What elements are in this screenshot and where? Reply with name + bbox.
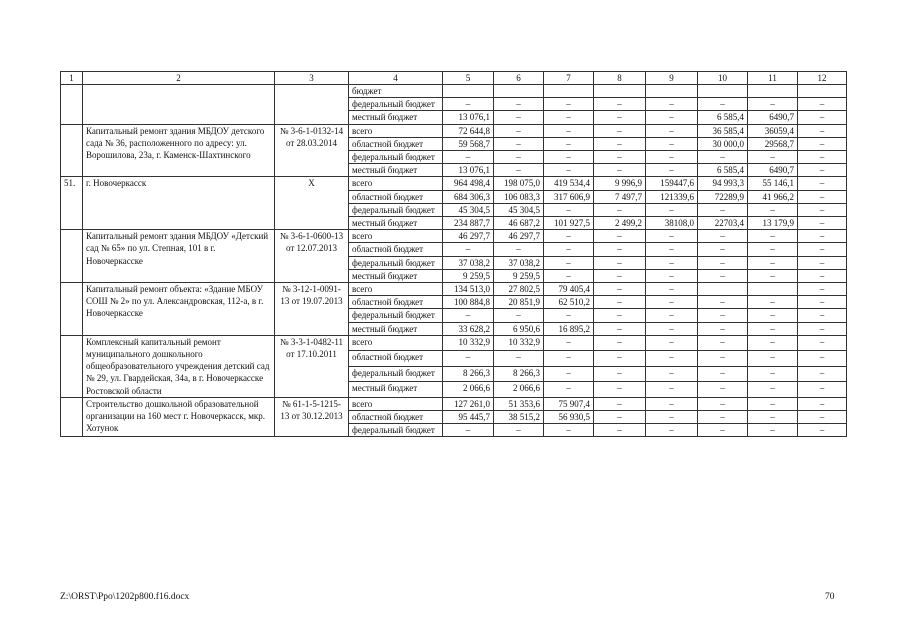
amount-cell: – (748, 322, 798, 335)
amount-cell: 75 907,4 (544, 397, 594, 410)
funding-source-cell: областной бюджет (349, 411, 443, 424)
amount-cell: – (646, 111, 698, 124)
amount-cell: – (594, 309, 646, 322)
amount-cell: – (544, 111, 594, 124)
amount-cell: 72289,9 (698, 190, 748, 203)
amount-cell (698, 85, 748, 98)
amount-cell: – (798, 269, 847, 282)
amount-cell: – (646, 411, 698, 424)
amount-cell: – (646, 203, 698, 216)
amount-cell: 59 568,7 (443, 137, 494, 150)
amount-cell: 6490,7 (748, 111, 798, 124)
funding-source-cell: федеральный бюджет (349, 203, 443, 216)
amount-cell: 317 606,9 (544, 190, 594, 203)
funding-source-cell: всего (349, 283, 443, 296)
amount-cell: 100 884,8 (443, 296, 494, 309)
amount-cell: 8 266,3 (443, 366, 494, 382)
amount-cell: – (594, 137, 646, 150)
amount-cell: – (646, 309, 698, 322)
amount-cell: – (798, 98, 847, 111)
amount-cell: – (798, 164, 847, 177)
amount-cell: – (748, 98, 798, 111)
funding-source-cell: областной бюджет (349, 190, 443, 203)
amount-cell: – (594, 322, 646, 335)
amount-cell: 94 993,3 (698, 177, 748, 190)
amount-cell: – (544, 98, 594, 111)
amount-cell: – (646, 256, 698, 269)
amount-cell: – (646, 351, 698, 367)
amount-cell: – (494, 151, 544, 164)
amount-cell: – (646, 269, 698, 282)
amount-cell: – (646, 98, 698, 111)
amount-cell: 13 076,1 (443, 111, 494, 124)
amount-cell: 2 499,2 (594, 217, 646, 230)
amount-cell (544, 85, 594, 98)
amount-cell: – (748, 411, 798, 424)
column-header-10: 10 (698, 72, 748, 85)
object-name-cell (83, 85, 275, 125)
amount-cell: – (646, 322, 698, 335)
amount-cell: 46 687,2 (494, 217, 544, 230)
amount-cell: 2 066,6 (443, 382, 494, 398)
amount-cell: – (544, 243, 594, 256)
amount-cell: – (594, 366, 646, 382)
funding-source-cell: федеральный бюджет (349, 309, 443, 322)
amount-cell: – (798, 230, 847, 243)
amount-cell: 38 515,2 (494, 411, 544, 424)
amount-cell: – (646, 397, 698, 410)
amount-cell: – (646, 382, 698, 398)
amount-cell: – (748, 269, 798, 282)
amount-cell: – (544, 124, 594, 137)
amount-cell: 36059,4 (748, 124, 798, 137)
amount-cell: – (443, 309, 494, 322)
amount-cell: – (494, 124, 544, 137)
amount-cell: 684 306,3 (443, 190, 494, 203)
amount-cell: – (544, 335, 594, 351)
amount-cell: 234 887,7 (443, 217, 494, 230)
funding-source-cell: всего (349, 230, 443, 243)
amount-cell: 41 966,2 (748, 190, 798, 203)
amount-cell: – (544, 269, 594, 282)
amount-cell: 10 332,9 (494, 335, 544, 351)
amount-cell: – (748, 203, 798, 216)
amount-cell: 6 585,4 (698, 111, 748, 124)
table-row (61, 85, 847, 98)
amount-cell: – (594, 424, 646, 437)
amount-cell: – (594, 351, 646, 367)
amount-cell: – (798, 397, 847, 410)
amount-cell: 56 930,5 (544, 411, 594, 424)
document-cell: № 3-12-1-0091-13 от 19.07.2013 (275, 283, 349, 336)
amount-cell: – (748, 351, 798, 367)
amount-cell: – (494, 98, 544, 111)
amount-cell: – (594, 296, 646, 309)
amount-cell: 9 259,5 (443, 269, 494, 282)
amount-cell: – (443, 151, 494, 164)
table-row (61, 335, 847, 351)
amount-cell: – (798, 137, 847, 150)
amount-cell: – (798, 283, 847, 296)
amount-cell: – (443, 243, 494, 256)
amount-cell: 6490,7 (748, 164, 798, 177)
amount-cell: – (698, 269, 748, 282)
amount-cell: – (594, 203, 646, 216)
document-cell (275, 85, 349, 125)
amount-cell: – (646, 283, 698, 296)
amount-cell: – (748, 230, 798, 243)
amount-cell: 134 513,0 (443, 283, 494, 296)
amount-cell: – (798, 382, 847, 398)
document-cell: № 3-6-1-0600-13 от 12.07.2013 (275, 230, 349, 283)
column-header-4: 4 (349, 72, 443, 85)
amount-cell: – (443, 98, 494, 111)
amount-cell: – (698, 382, 748, 398)
funding-source-cell: областной бюджет (349, 137, 443, 150)
amount-cell: – (544, 137, 594, 150)
document-cell: Х (275, 177, 349, 230)
amount-cell: 29568,7 (748, 137, 798, 150)
amount-cell: – (698, 351, 748, 367)
amount-cell: 37 038,2 (494, 256, 544, 269)
amount-cell: 46 297,7 (494, 230, 544, 243)
amount-cell: – (594, 151, 646, 164)
amount-cell: 45 304,5 (443, 203, 494, 216)
object-name-cell: Капитальный ремонт здания МБДОУ «Детский сад № 65» по ул. Степная, 101 в г. Новочеркасске (83, 230, 275, 283)
amount-cell: – (698, 203, 748, 216)
amount-cell: 6 585,4 (698, 164, 748, 177)
amount-cell: – (698, 296, 748, 309)
column-header-8: 8 (594, 72, 646, 85)
amount-cell: – (594, 283, 646, 296)
amount-cell: 33 628,2 (443, 322, 494, 335)
amount-cell: 37 038,2 (443, 256, 494, 269)
amount-cell: 419 534,4 (544, 177, 594, 190)
amount-cell: – (698, 366, 748, 382)
amount-cell: – (698, 151, 748, 164)
amount-cell: – (594, 397, 646, 410)
amount-cell: 22703,4 (698, 217, 748, 230)
page-number: 70 (825, 592, 835, 602)
row-number-cell (61, 397, 83, 437)
table-header-row (61, 72, 847, 85)
table-row (61, 230, 847, 243)
amount-cell: – (594, 382, 646, 398)
funding-source-cell: всего (349, 335, 443, 351)
funding-source-cell: местный бюджет (349, 382, 443, 398)
amount-cell: – (798, 351, 847, 367)
amount-cell: – (594, 243, 646, 256)
amount-cell (646, 85, 698, 98)
funding-source-cell: всего (349, 177, 443, 190)
amount-cell: – (646, 366, 698, 382)
amount-cell: – (646, 243, 698, 256)
amount-cell: 9 259,5 (494, 269, 544, 282)
amount-cell: – (646, 124, 698, 137)
amount-cell: – (698, 243, 748, 256)
amount-cell: – (798, 111, 847, 124)
amount-cell: – (594, 256, 646, 269)
row-number-cell (61, 85, 83, 125)
budget-table (60, 71, 847, 437)
amount-cell: – (798, 124, 847, 137)
amount-cell: – (594, 98, 646, 111)
amount-cell: 45 304,5 (494, 203, 544, 216)
amount-cell: 106 083,3 (494, 190, 544, 203)
table-row (61, 177, 847, 190)
column-header-11: 11 (748, 72, 798, 85)
funding-source-cell: бюджет (349, 85, 443, 98)
amount-cell: – (698, 309, 748, 322)
amount-cell: – (748, 243, 798, 256)
amount-cell: 121339,6 (646, 190, 698, 203)
amount-cell: – (798, 366, 847, 382)
row-number-cell (61, 283, 83, 336)
amount-cell: – (544, 309, 594, 322)
column-header-1: 1 (61, 72, 83, 85)
column-header-12: 12 (798, 72, 847, 85)
amount-cell: – (646, 137, 698, 150)
amount-cell: 38108,0 (646, 217, 698, 230)
amount-cell: – (494, 111, 544, 124)
amount-cell: 101 927,5 (544, 217, 594, 230)
amount-cell: – (544, 256, 594, 269)
amount-cell: – (646, 424, 698, 437)
amount-cell: – (748, 424, 798, 437)
amount-cell: 127 261,0 (443, 397, 494, 410)
amount-cell: – (798, 322, 847, 335)
amount-cell: 30 000,0 (698, 137, 748, 150)
table-row (61, 124, 847, 137)
amount-cell: – (594, 411, 646, 424)
amount-cell: – (544, 382, 594, 398)
amount-cell (748, 283, 798, 296)
amount-cell: 46 297,7 (443, 230, 494, 243)
table-row (61, 283, 847, 296)
amount-cell: – (798, 203, 847, 216)
amount-cell: – (748, 256, 798, 269)
object-name-cell: Комплексный капитальный ремонт муниципального дошкольного общеобразовательного учреждения детский сад № 29, ул. Гвардейская, 34а, в г. Новочеркасске Ростовской области (83, 335, 275, 397)
amount-cell: – (798, 177, 847, 190)
amount-cell: – (594, 124, 646, 137)
amount-cell: – (646, 151, 698, 164)
row-number-cell (61, 124, 83, 177)
object-name-cell: Капитальный ремонт объекта: «Здание МБОУ СОШ № 2» по ул. Александровская, 112-а, в г. Новочеркасске (83, 283, 275, 336)
funding-source-cell: местный бюджет (349, 111, 443, 124)
amount-cell: 159447,6 (646, 177, 698, 190)
amount-cell: 9 996,9 (594, 177, 646, 190)
amount-cell: – (748, 151, 798, 164)
document-cell: № 3-3-1-0482-11 от 17.10.2011 (275, 335, 349, 397)
amount-cell: – (443, 351, 494, 367)
row-number-cell: 51. (61, 177, 83, 230)
amount-cell: 55 146,1 (748, 177, 798, 190)
column-header-2: 2 (83, 72, 275, 85)
amount-cell: – (798, 296, 847, 309)
amount-cell: – (646, 335, 698, 351)
amount-cell: – (798, 190, 847, 203)
amount-cell: – (544, 164, 594, 177)
amount-cell: 7 497,7 (594, 190, 646, 203)
funding-source-cell: местный бюджет (349, 164, 443, 177)
amount-cell: – (748, 335, 798, 351)
amount-cell: 13 076,1 (443, 164, 494, 177)
amount-cell: – (698, 98, 748, 111)
document-cell: № 3-6-1-0132-14 от 28.03.2014 (275, 124, 349, 177)
column-header-7: 7 (544, 72, 594, 85)
amount-cell: – (698, 411, 748, 424)
amount-cell: – (494, 424, 544, 437)
amount-cell: – (594, 230, 646, 243)
amount-cell: 27 802,5 (494, 283, 544, 296)
amount-cell: – (798, 151, 847, 164)
amount-cell: – (494, 164, 544, 177)
amount-cell: – (798, 309, 847, 322)
footer-file-path: Z:\ORST\Ppo\1202p800.f16.docx (60, 592, 190, 602)
amount-cell: 72 644,8 (443, 124, 494, 137)
amount-cell: – (748, 397, 798, 410)
amount-cell: – (798, 335, 847, 351)
amount-cell: – (544, 203, 594, 216)
amount-cell: – (698, 256, 748, 269)
amount-cell: – (698, 230, 748, 243)
amount-cell (698, 283, 748, 296)
amount-cell: – (698, 397, 748, 410)
amount-cell: 2 066,6 (494, 382, 544, 398)
funding-source-cell: всего (349, 124, 443, 137)
amount-cell: – (748, 309, 798, 322)
amount-cell: 62 510,2 (544, 296, 594, 309)
column-header-5: 5 (443, 72, 494, 85)
funding-source-cell: федеральный бюджет (349, 151, 443, 164)
table-row (61, 397, 847, 410)
object-name-cell: Капитальный ремонт здания МБДОУ детского сада № 36, расположенного по адресу: ул. Ворошилова, 23а, г. Каменск-Шахтинского (83, 124, 275, 177)
funding-source-cell: областной бюджет (349, 351, 443, 367)
amount-cell (594, 85, 646, 98)
amount-cell: – (798, 217, 847, 230)
amount-cell: 95 445,7 (443, 411, 494, 424)
funding-source-cell: областной бюджет (349, 296, 443, 309)
amount-cell: – (646, 230, 698, 243)
funding-source-cell: всего (349, 397, 443, 410)
column-header-9: 9 (646, 72, 698, 85)
row-number-cell (61, 230, 83, 283)
amount-cell: – (494, 243, 544, 256)
amount-cell: – (748, 366, 798, 382)
amount-cell: – (443, 424, 494, 437)
amount-cell: – (544, 366, 594, 382)
amount-cell: 10 332,9 (443, 335, 494, 351)
amount-cell: 79 405,4 (544, 283, 594, 296)
amount-cell: – (494, 137, 544, 150)
amount-cell: 964 498,4 (443, 177, 494, 190)
amount-cell: – (494, 309, 544, 322)
amount-cell (443, 85, 494, 98)
amount-cell: – (594, 164, 646, 177)
funding-source-cell: местный бюджет (349, 217, 443, 230)
amount-cell: – (798, 424, 847, 437)
amount-cell: 20 851,9 (494, 296, 544, 309)
amount-cell: 36 585,4 (698, 124, 748, 137)
funding-source-cell: областной бюджет (349, 243, 443, 256)
amount-cell: 16 895,2 (544, 322, 594, 335)
funding-source-cell: федеральный бюджет (349, 424, 443, 437)
amount-cell: – (544, 230, 594, 243)
funding-source-cell: местный бюджет (349, 269, 443, 282)
amount-cell: – (594, 269, 646, 282)
funding-source-cell: федеральный бюджет (349, 98, 443, 111)
row-number-cell (61, 335, 83, 397)
amount-cell: – (748, 296, 798, 309)
document-cell: № 61-1-5-1215-13 от 30.12.2013 (275, 397, 349, 437)
amount-cell: – (646, 164, 698, 177)
amount-cell (798, 85, 847, 98)
amount-cell: – (798, 256, 847, 269)
amount-cell: 198 075,0 (494, 177, 544, 190)
amount-cell: – (698, 424, 748, 437)
amount-cell: – (594, 335, 646, 351)
column-header-6: 6 (494, 72, 544, 85)
amount-cell: – (544, 351, 594, 367)
funding-source-cell: федеральный бюджет (349, 256, 443, 269)
object-name-cell: Строительство дошкольной образовательной организации на 160 мест г. Новочеркасск, мкр. Хотунок (83, 397, 275, 437)
funding-source-cell: федеральный бюджет (349, 366, 443, 382)
funding-source-cell: местный бюджет (349, 322, 443, 335)
amount-cell: – (698, 335, 748, 351)
object-name-cell: г. Новочеркасск (83, 177, 275, 230)
amount-cell: – (646, 296, 698, 309)
amount-cell: – (494, 351, 544, 367)
amount-cell: 8 266,3 (494, 366, 544, 382)
amount-cell: 51 353,6 (494, 397, 544, 410)
amount-cell (748, 85, 798, 98)
column-header-3: 3 (275, 72, 349, 85)
amount-cell: – (594, 111, 646, 124)
amount-cell: – (798, 243, 847, 256)
amount-cell: – (698, 322, 748, 335)
amount-cell: – (748, 382, 798, 398)
amount-cell: 6 950,6 (494, 322, 544, 335)
amount-cell: – (544, 151, 594, 164)
amount-cell: 13 179,9 (748, 217, 798, 230)
amount-cell (494, 85, 544, 98)
amount-cell: – (544, 424, 594, 437)
amount-cell: – (798, 411, 847, 424)
